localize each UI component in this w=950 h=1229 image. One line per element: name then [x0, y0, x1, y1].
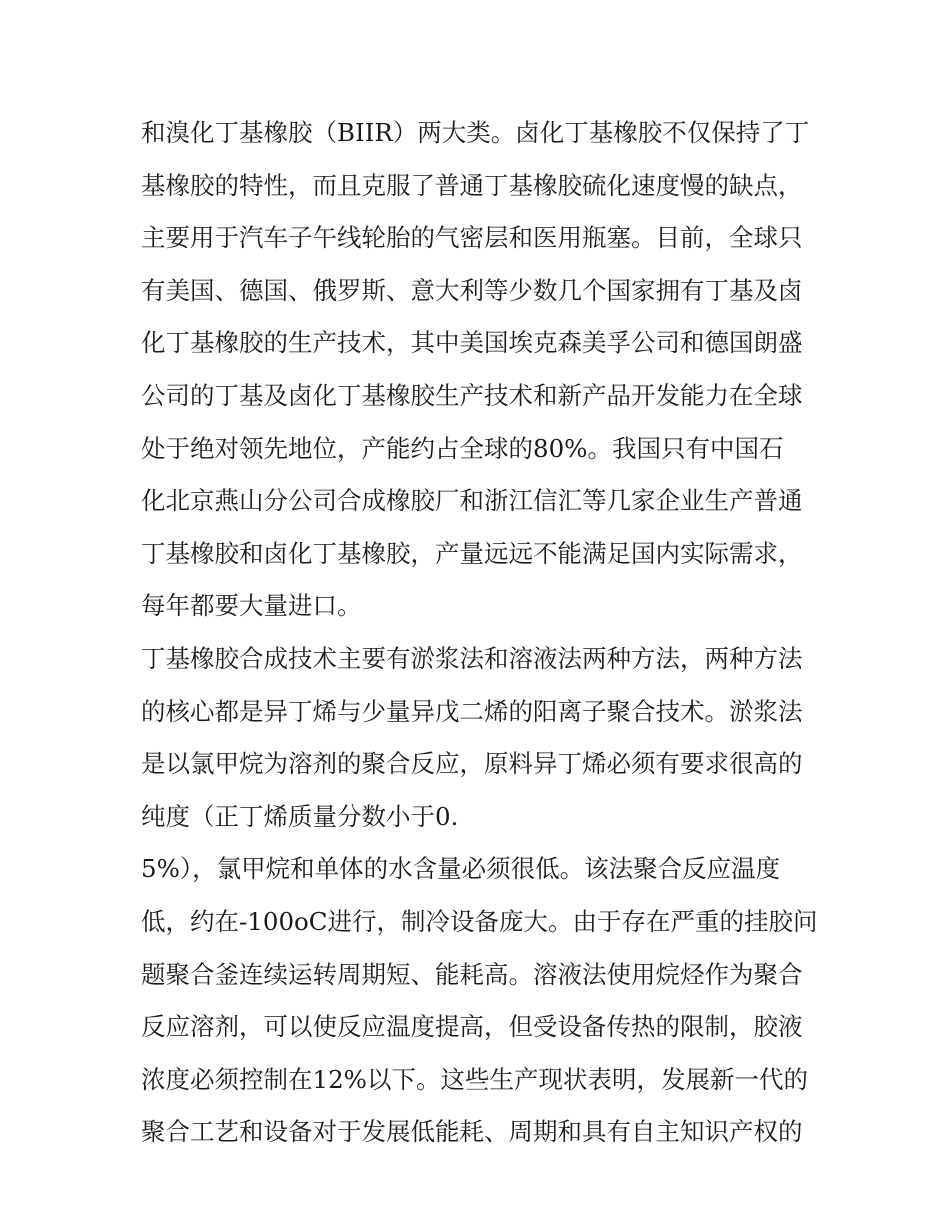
text-line: 低，约在-100oC进行，制冷设备庞大。由于存在严重的挂胶问 [141, 906, 818, 936]
text-line: 的核心都是异丁烯与少量异戊二烯的阳离子聚合技术。淤浆法 [141, 696, 803, 726]
text-line: 处于绝对领先地位，产能约占全球的80%。我国只有中国石 [141, 433, 784, 463]
text-line: 主要用于汽车子午线轮胎的气密层和医用瓶塞。目前，全球只 [141, 223, 803, 253]
text-line: 反应溶剂，可以使反应温度提高，但受设备传热的限制，胶液 [141, 1012, 803, 1042]
text-line: 有美国、德国、俄罗斯、意大利等少数几个国家拥有丁基及卤 [141, 275, 803, 305]
text-line: 5%），氯甲烷和单体的水含量必须很低。该法聚合反应温度 [141, 854, 781, 884]
text-line: 化北京燕山分公司合成橡胶厂和浙江信汇等几家企业生产普通 [141, 486, 803, 516]
text-line: 题聚合釜连续运转周期短、能耗高。溶液法使用烷烃作为聚合 [141, 959, 803, 989]
text-line: 丁基橡胶合成技术主要有淤浆法和溶液法两种方法，两种方法 [141, 643, 803, 673]
text-line: 聚合工艺和设备对于发展低能耗、周期和具有自主知识产权的 [141, 1117, 803, 1147]
text-line: 纯度（正丁烯质量分数小于0. [141, 801, 459, 831]
text-line: 基橡胶的特性，而且克服了普通丁基橡胶硫化速度慢的缺点， [141, 170, 803, 200]
text-line: 化丁基橡胶的生产技术，其中美国埃克森美孚公司和德国朗盛 [141, 328, 803, 358]
text-line: 浓度必须控制在12%以下。这些生产现状表明，发展新一代的 [141, 1064, 808, 1094]
text-line: 每年都要大量进口。 [141, 591, 362, 621]
text-line: 是以氯甲烷为溶剂的聚合反应，原料异丁烯必须有要求很高的 [141, 749, 803, 779]
text-line: 丁基橡胶和卤化丁基橡胶，产量远远不能满足国内实际需求， [141, 538, 803, 568]
text-line: 和溴化丁基橡胶（BIIR）两大类。卤化丁基橡胶不仅保持了丁 [141, 118, 810, 147]
text-line: 公司的丁基及卤化丁基橡胶生产技术和新产品开发能力在全球 [141, 380, 803, 410]
body-text [141, 107, 821, 1159]
